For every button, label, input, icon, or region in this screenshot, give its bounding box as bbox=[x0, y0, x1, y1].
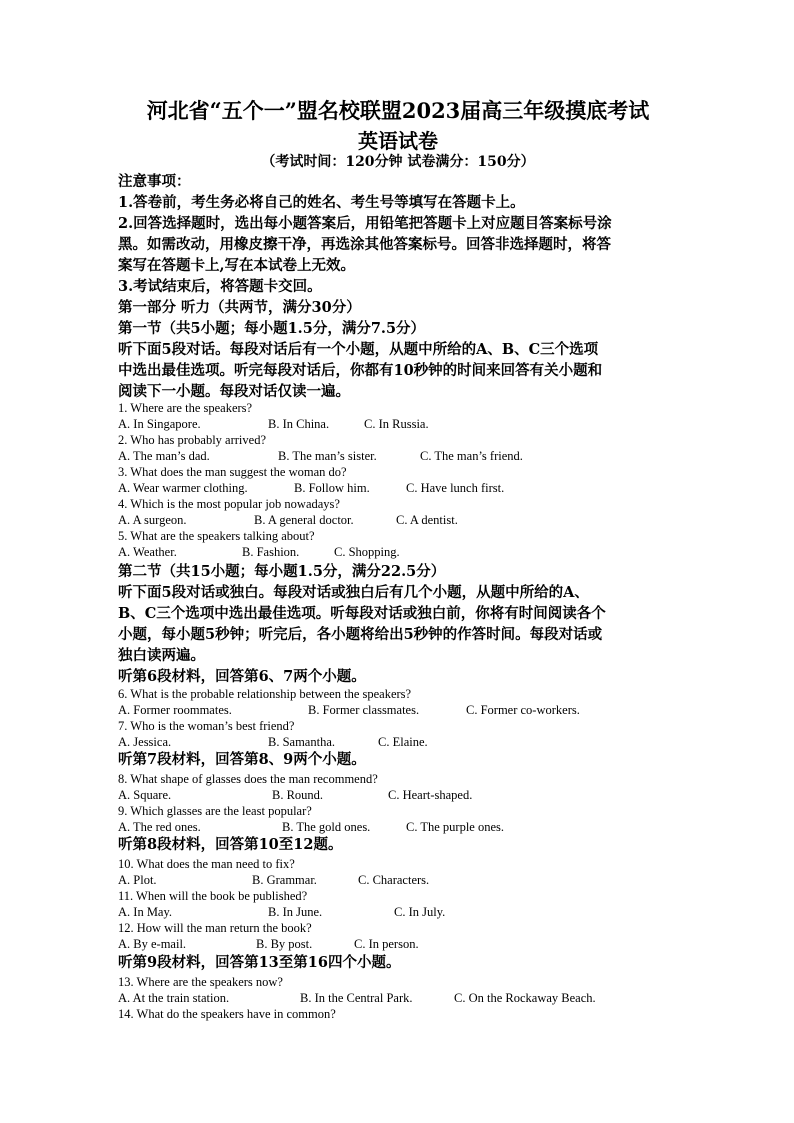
material-7-heading: 听第7段材料，回答第8、9两个小题。 bbox=[118, 751, 366, 768]
question-text: 2. Who has probably arrived? bbox=[118, 433, 266, 447]
material-9-questions bbox=[118, 974, 678, 1022]
option-c: C. Have lunch first. bbox=[406, 481, 505, 495]
option-c: C. Former co-workers. bbox=[466, 703, 580, 717]
section2-heading: 第二节（共15小题；每小题1.5分，满分22.5分） bbox=[118, 563, 446, 580]
option-b: B. Former classmates. bbox=[308, 703, 420, 717]
material-9-heading: 听第9段材料，回答第13至第16四个小题。 bbox=[118, 954, 401, 971]
option-b: B. In China. bbox=[268, 417, 330, 431]
question-options bbox=[118, 416, 678, 432]
question-options bbox=[118, 702, 678, 718]
option-c: C. Elaine. bbox=[378, 735, 428, 749]
notes-item-2-line-1: 2.回答选择题时，选出每小题答案后，用铅笔把答题卡上对应题目答案标号涂 bbox=[118, 215, 612, 232]
option-a: A. By e-mail. bbox=[118, 937, 187, 951]
option-a: A. Plot. bbox=[118, 873, 157, 887]
option-c: C. On the Rockaway Beach. bbox=[454, 991, 596, 1005]
question-text: 12. How will the man return the book? bbox=[118, 921, 312, 935]
option-b: B. A general doctor. bbox=[254, 513, 354, 527]
question-options bbox=[118, 936, 678, 952]
option-c: C. A dentist. bbox=[396, 513, 458, 527]
option-a: A. A surgeon. bbox=[118, 513, 187, 527]
question-options bbox=[118, 904, 678, 920]
section1-instruction-line-1: 听下面5段对话。每段对话后有一个小题，从题中所给的A、B、C三个选项 bbox=[118, 341, 599, 358]
question-text: 1. Where are the speakers? bbox=[118, 401, 253, 415]
option-a: A. In May. bbox=[118, 905, 173, 919]
option-b: B. Grammar. bbox=[252, 873, 317, 887]
option-b: B. Samantha. bbox=[268, 735, 336, 749]
option-a: A. The red ones. bbox=[118, 820, 201, 834]
question-text: 7. Who is the woman’s best friend? bbox=[118, 719, 295, 733]
question-text: 5. What are the speakers talking about? bbox=[118, 529, 315, 543]
option-b: B. Round. bbox=[272, 788, 324, 802]
section1-instruction-line-2: 中选出最佳选项。听完每段对话后，你都有10秒钟的时间来回答有关小题和 bbox=[118, 362, 603, 379]
exam-time-info: （考试时间：120分钟 试卷满分：150分） bbox=[261, 154, 535, 170]
option-c: C. The purple ones. bbox=[406, 820, 505, 834]
material-8-header bbox=[118, 835, 678, 855]
option-c: C. In Russia. bbox=[364, 417, 429, 431]
question-options bbox=[118, 787, 678, 803]
question-options bbox=[118, 819, 678, 835]
option-a: A. The man’s dad. bbox=[118, 449, 210, 463]
notes-item-1: 1.答卷前，考生务必将自己的姓名、考生号等填写在答题卡上。 bbox=[118, 194, 525, 211]
notes-item-3: 3.考试结束后，将答题卡交回。 bbox=[118, 278, 322, 295]
option-a: A. Jessica. bbox=[118, 735, 172, 749]
notes-item-2-line-3: 案写在答题卡上,写在本试卷上无效。 bbox=[118, 257, 356, 274]
notes-item-2-line-2: 黑。如需改动，用橡皮擦干净，再选涂其他答案标号。回答非选择题时，将答 bbox=[118, 236, 611, 253]
question-text: 13. Where are the speakers now? bbox=[118, 975, 283, 989]
option-b: B. In June. bbox=[268, 905, 323, 919]
option-c: C. In person. bbox=[354, 937, 419, 951]
section2-instruction-line-4: 独白读两遍。 bbox=[118, 647, 205, 664]
section2-header bbox=[118, 561, 678, 687]
question-options bbox=[118, 990, 678, 1006]
question-text: 8. What shape of glasses does the man recommend? bbox=[118, 772, 378, 786]
question-options bbox=[118, 544, 678, 560]
material-9-header bbox=[118, 953, 678, 973]
section1-heading: 第一节（共5小题；每小题1.5分，满分7.5分） bbox=[118, 320, 426, 337]
option-a: A. At the train station. bbox=[118, 991, 230, 1005]
notes-heading: 注意事项： bbox=[118, 173, 191, 190]
question-text: 10. What does the man need to fix? bbox=[118, 857, 295, 871]
question-text: 9. Which glasses are the least popular? bbox=[118, 804, 312, 818]
option-c: C. Characters. bbox=[358, 873, 430, 887]
question-options bbox=[118, 512, 678, 528]
question-options bbox=[118, 872, 678, 888]
exam-subtitle: 英语试卷 bbox=[358, 129, 438, 153]
section1-instruction-line-3: 阅读下一小题。每段对话仅读一遍。 bbox=[118, 383, 350, 400]
material-8-heading: 听第8段材料，回答第10至12题。 bbox=[118, 836, 343, 853]
question-text: 14. What do the speakers have in common? bbox=[118, 1007, 336, 1021]
option-a: A. Former roommates. bbox=[118, 703, 232, 717]
question-text: 3. What does the man suggest the woman do? bbox=[118, 465, 347, 479]
section2-instruction-line-2: B、C三个选项中选出最佳选项。听每段对话或独白前，你将有时间阅读各个 bbox=[118, 605, 606, 622]
material-8-questions bbox=[118, 856, 678, 952]
option-b: B. Fashion. bbox=[242, 545, 300, 559]
question-options bbox=[118, 448, 678, 464]
option-c: C. In July. bbox=[394, 905, 446, 919]
section1-questions bbox=[118, 400, 678, 560]
option-b: B. The gold ones. bbox=[282, 820, 371, 834]
material-7-questions bbox=[118, 771, 678, 835]
option-b: B. By post. bbox=[256, 937, 313, 951]
material-7-header bbox=[118, 750, 678, 770]
section2-instruction-line-3: 小题，每小题5秒钟；听完后，各小题将给出5秒钟的作答时间。每段对话或 bbox=[118, 626, 603, 643]
notes-section bbox=[118, 172, 678, 402]
material-6-heading: 听第6段材料，回答第6、7两个小题。 bbox=[118, 668, 366, 685]
question-text: 11. When will the book be published? bbox=[118, 889, 308, 903]
option-b: B. The man’s sister. bbox=[278, 449, 377, 463]
part1-heading: 第一部分 听力（共两节，满分30分） bbox=[118, 299, 361, 316]
option-a: A. Weather. bbox=[118, 545, 177, 559]
material-6-questions bbox=[118, 686, 678, 750]
exam-title: 河北省“五个一”盟名校联盟2023届高三年级摸底考试 bbox=[146, 98, 650, 123]
question-options bbox=[118, 480, 678, 496]
question-text: 6. What is the probable relationship between the speakers? bbox=[118, 687, 412, 701]
option-c: C. The man’s friend. bbox=[420, 449, 523, 463]
option-a: A. Wear warmer clothing. bbox=[118, 481, 248, 495]
option-b: B. Follow him. bbox=[294, 481, 370, 495]
option-a: A. Square. bbox=[118, 788, 172, 802]
option-a: A. In Singapore. bbox=[118, 417, 201, 431]
option-b: B. In the Central Park. bbox=[300, 991, 413, 1005]
question-options bbox=[118, 734, 678, 750]
option-c: C. Heart-shaped. bbox=[388, 788, 473, 802]
option-c: C. Shopping. bbox=[334, 545, 400, 559]
section2-instruction-line-1: 听下面5段对话或独白。每段对话或独白后有几个小题，从题中所给的A、 bbox=[118, 584, 589, 601]
question-text: 4. Which is the most popular job nowadays? bbox=[118, 497, 340, 511]
